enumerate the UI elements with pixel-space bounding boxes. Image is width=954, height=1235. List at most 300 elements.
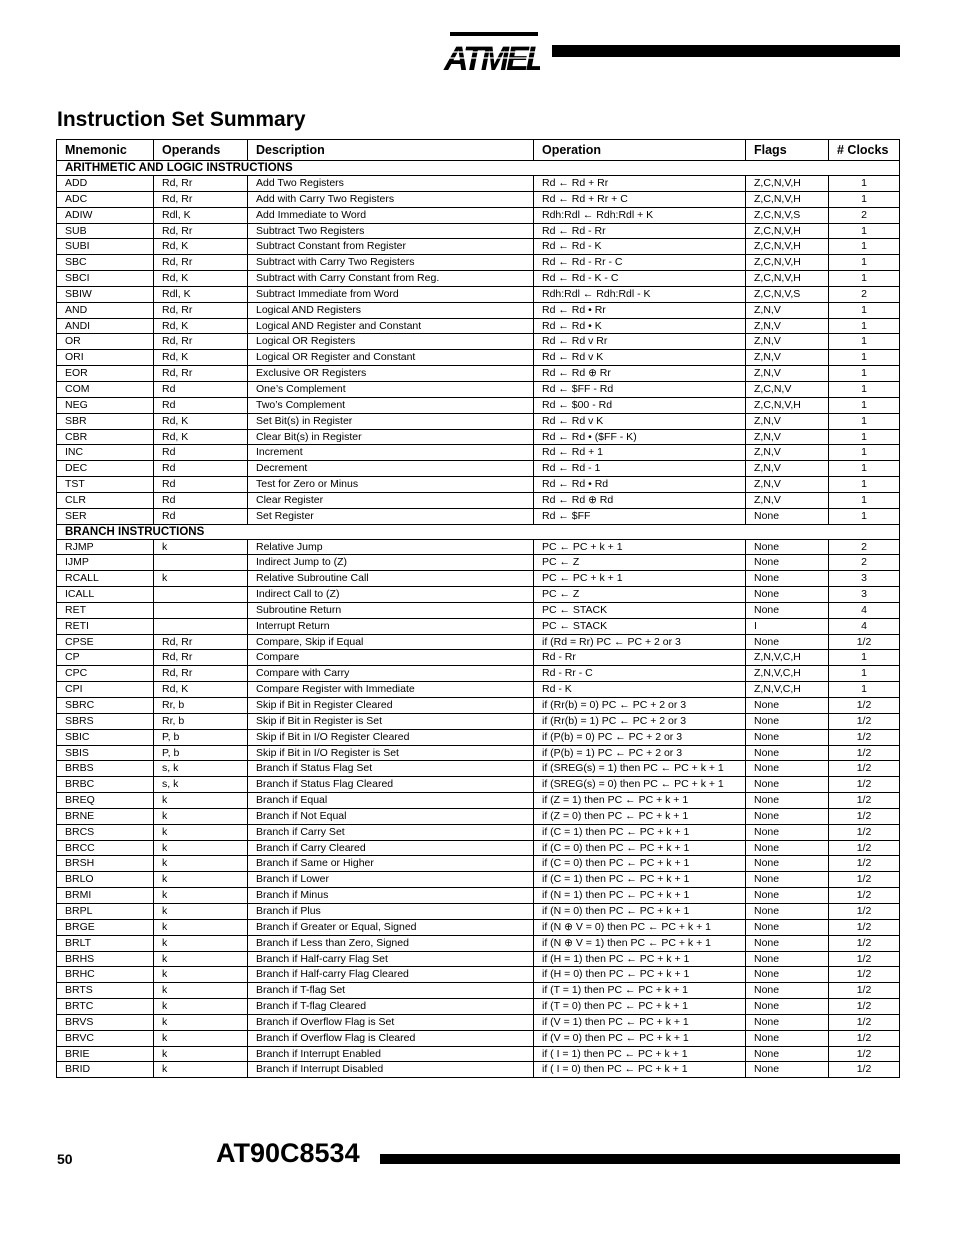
operation-cell: Rd - Rr - C [534,666,746,682]
flags-cell: I [746,618,829,634]
flags-cell: Z,N,V [746,318,829,334]
operands-cell: k [154,793,248,809]
operation-cell: if (SREG(s) = 1) then PC ← PC + k + 1 [534,761,746,777]
clocks-cell: 1 [829,397,900,413]
operation-cell: if (C = 0) then PC ← PC + k + 1 [534,840,746,856]
clocks-cell: 1/2 [829,824,900,840]
description-cell: Clear Bit(s) in Register [248,429,534,445]
mnemonic-cell: BRCS [57,824,154,840]
description-cell: Exclusive OR Registers [248,366,534,382]
column-header-operands: Operands [154,140,248,161]
operands-cell: Rd [154,477,248,493]
clocks-cell: 1 [829,650,900,666]
section-heading: BRANCH INSTRUCTIONS [57,524,900,539]
clocks-cell: 1 [829,191,900,207]
mnemonic-cell: CPSE [57,634,154,650]
description-cell: Branch if Overflow Flag is Set [248,1014,534,1030]
description-cell: Branch if Lower [248,872,534,888]
operands-cell: Rdl, K [154,286,248,302]
operands-cell: s, k [154,761,248,777]
clocks-cell: 1 [829,508,900,524]
table-row [57,477,900,493]
clocks-cell: 1/2 [829,1062,900,1078]
mnemonic-cell: BRIE [57,1046,154,1062]
operation-cell: if (N = 0) then PC ← PC + k + 1 [534,903,746,919]
operands-cell: k [154,872,248,888]
operands-cell: Rd, Rr [154,255,248,271]
mnemonic-cell: BRBC [57,777,154,793]
flags-cell: None [746,983,829,999]
description-cell: Add Immediate to Word [248,207,534,223]
table-row [57,1030,900,1046]
mnemonic-cell: BRPL [57,903,154,919]
mnemonic-cell: BRNE [57,808,154,824]
mnemonic-cell: ICALL [57,587,154,603]
operands-cell: Rd, Rr [154,666,248,682]
operands-cell: Rd, Rr [154,223,248,239]
operation-cell: if (C = 1) then PC ← PC + k + 1 [534,824,746,840]
description-cell: Skip if Bit in I/O Register is Set [248,745,534,761]
mnemonic-cell: SBRS [57,713,154,729]
operation-cell: Rd ← $FF - Rd [534,381,746,397]
mnemonic-cell: BRLO [57,872,154,888]
clocks-cell: 1/2 [829,951,900,967]
operation-cell: Rd ← Rd v Rr [534,334,746,350]
description-cell: Compare [248,650,534,666]
mnemonic-cell: BRTC [57,999,154,1015]
table-row [57,223,900,239]
table-row [57,698,900,714]
operation-cell: PC ← STACK [534,602,746,618]
operands-cell: k [154,824,248,840]
description-cell: Test for Zero or Minus [248,477,534,493]
operation-cell: Rd ← Rd v K [534,350,746,366]
description-cell: Indirect Call to (Z) [248,587,534,603]
flags-cell: Z,N,V [746,334,829,350]
mnemonic-cell: ORI [57,350,154,366]
operation-cell: if (Z = 0) then PC ← PC + k + 1 [534,808,746,824]
clocks-cell: 1/2 [829,1014,900,1030]
mnemonic-cell: SBCI [57,271,154,287]
operands-cell: k [154,1030,248,1046]
operation-cell: if (P(b) = 0) PC ← PC + 2 or 3 [534,729,746,745]
description-cell: Logical AND Registers [248,302,534,318]
operation-cell: if (V = 0) then PC ← PC + k + 1 [534,1030,746,1046]
mnemonic-cell: BRVS [57,1014,154,1030]
operation-cell: Rd ← Rd + 1 [534,445,746,461]
clocks-cell: 1 [829,350,900,366]
logo-text: ATMEL [444,40,540,78]
operation-cell: Rd ← Rd + Rr + C [534,191,746,207]
table-row [57,919,900,935]
operands-cell: s, k [154,777,248,793]
operation-cell: Rd - K [534,682,746,698]
table-row [57,888,900,904]
operands-cell: k [154,967,248,983]
flags-cell: None [746,919,829,935]
clocks-cell: 1/2 [829,745,900,761]
flags-cell: None [746,856,829,872]
mnemonic-cell: BRTS [57,983,154,999]
table-header-row [57,140,900,161]
header-rule [552,45,900,57]
description-cell: Branch if Equal [248,793,534,809]
operands-cell: Rd, Rr [154,334,248,350]
flags-cell: Z,N,V [746,413,829,429]
flags-cell: Z,C,N,V,H [746,255,829,271]
operands-cell: Rd, K [154,413,248,429]
description-cell: Compare Register with Immediate [248,682,534,698]
page-title: Instruction Set Summary [57,108,306,131]
operands-cell: k [154,935,248,951]
table-row [57,745,900,761]
mnemonic-cell: ADC [57,191,154,207]
flags-cell: Z,C,N,V,H [746,191,829,207]
operation-cell: Rd ← Rd ⊕ Rd [534,492,746,508]
flags-cell: Z,N,V [746,445,829,461]
clocks-cell: 1/2 [829,793,900,809]
clocks-cell: 1 [829,461,900,477]
mnemonic-cell: BRHS [57,951,154,967]
atmel-logo [440,28,540,78]
description-cell: Subtract with Carry Two Registers [248,255,534,271]
flags-cell: None [746,729,829,745]
operation-cell: if (N ⊕ V = 0) then PC ← PC + k + 1 [534,919,746,935]
operation-cell: Rd ← Rd - Rr [534,223,746,239]
instruction-table-container [56,139,899,1078]
clocks-cell: 1/2 [829,634,900,650]
operands-cell: k [154,903,248,919]
mnemonic-cell: RET [57,602,154,618]
mnemonic-cell: SUB [57,223,154,239]
table-row [57,587,900,603]
table-row [57,255,900,271]
description-cell: One’s Complement [248,381,534,397]
operation-cell: if (V = 1) then PC ← PC + k + 1 [534,1014,746,1030]
operation-cell: if (Rr(b) = 1) PC ← PC + 2 or 3 [534,713,746,729]
description-cell: Branch if Less than Zero, Signed [248,935,534,951]
mnemonic-cell: CBR [57,429,154,445]
flags-cell: Z,N,V [746,477,829,493]
description-cell: Skip if Bit in I/O Register Cleared [248,729,534,745]
clocks-cell: 2 [829,539,900,555]
table-row [57,429,900,445]
clocks-cell: 1 [829,255,900,271]
description-cell: Set Register [248,508,534,524]
table-row [57,808,900,824]
operation-cell: if (Rd = Rr) PC ← PC + 2 or 3 [534,634,746,650]
table-row [57,366,900,382]
clocks-cell: 1 [829,318,900,334]
flags-cell: Z,C,N,V,S [746,286,829,302]
description-cell: Decrement [248,461,534,477]
mnemonic-cell: BRMI [57,888,154,904]
operation-cell: if (SREG(s) = 0) then PC ← PC + k + 1 [534,777,746,793]
operation-cell: Rd ← Rd ⊕ Rr [534,366,746,382]
table-row [57,983,900,999]
operands-cell: k [154,1062,248,1078]
flags-cell: None [746,761,829,777]
page-number: 50 [57,1151,73,1167]
mnemonic-cell: BRHC [57,967,154,983]
table-row [57,634,900,650]
flags-cell: None [746,777,829,793]
part-number: AT90C8534 [216,1138,360,1168]
table-row [57,461,900,477]
operands-cell: k [154,951,248,967]
operation-cell: Rd ← Rd • K [534,318,746,334]
operation-cell: if (N = 1) then PC ← PC + k + 1 [534,888,746,904]
table-body [57,161,900,1078]
mnemonic-cell: NEG [57,397,154,413]
operands-cell: k [154,808,248,824]
table-row [57,397,900,413]
mnemonic-cell: ADD [57,176,154,192]
clocks-cell: 1/2 [829,729,900,745]
operands-cell: Rd, K [154,350,248,366]
section-heading-row [57,161,900,176]
description-cell: Logical OR Register and Constant [248,350,534,366]
description-cell: Branch if Half-carry Flag Set [248,951,534,967]
operands-cell: Rdl, K [154,207,248,223]
table-row [57,856,900,872]
description-cell: Logical OR Registers [248,334,534,350]
operands-cell: k [154,999,248,1015]
clocks-cell: 1/2 [829,888,900,904]
table-row [57,951,900,967]
operation-cell: if (P(b) = 1) PC ← PC + 2 or 3 [534,745,746,761]
flags-cell: None [746,587,829,603]
clocks-cell: 1/2 [829,999,900,1015]
table-row [57,935,900,951]
clocks-cell: 1/2 [829,777,900,793]
operation-cell: Rdh:Rdl ← Rdh:Rdl + K [534,207,746,223]
mnemonic-cell: AND [57,302,154,318]
table-row [57,618,900,634]
operands-cell: Rd [154,381,248,397]
mnemonic-cell: COM [57,381,154,397]
flags-cell: None [746,555,829,571]
operands-cell: Rd, K [154,271,248,287]
description-cell: Relative Jump [248,539,534,555]
operands-cell: Rr, b [154,713,248,729]
clocks-cell: 1 [829,413,900,429]
table-row [57,967,900,983]
flags-cell: None [746,602,829,618]
table-row [57,381,900,397]
operation-cell: Rd ← Rd - Rr - C [534,255,746,271]
flags-cell: None [746,698,829,714]
operands-cell: Rd, K [154,318,248,334]
column-header-mnemonic: Mnemonic [57,140,154,161]
mnemonic-cell: SBC [57,255,154,271]
operands-cell [154,587,248,603]
mnemonic-cell: DEC [57,461,154,477]
flags-cell: Z,C,N,V,H [746,176,829,192]
clocks-cell: 1 [829,381,900,397]
operands-cell [154,602,248,618]
description-cell: Branch if Interrupt Disabled [248,1062,534,1078]
flags-cell: Z,N,V [746,429,829,445]
clocks-cell: 1 [829,445,900,461]
operation-cell: Rd ← Rd - K - C [534,271,746,287]
clocks-cell: 4 [829,618,900,634]
operands-cell: Rd [154,445,248,461]
clocks-cell: 1/2 [829,808,900,824]
operation-cell: PC ← Z [534,587,746,603]
clocks-cell: 1 [829,302,900,318]
clocks-cell: 1/2 [829,903,900,919]
table-row [57,539,900,555]
clocks-cell: 1 [829,223,900,239]
table-row [57,999,900,1015]
operation-cell: Rd ← Rd • Rd [534,477,746,493]
description-cell: Branch if T-flag Set [248,983,534,999]
flags-cell: Z,C,N,V [746,381,829,397]
description-cell: Increment [248,445,534,461]
operation-cell: if (T = 1) then PC ← PC + k + 1 [534,983,746,999]
operands-cell: Rr, b [154,698,248,714]
flags-cell: None [746,824,829,840]
operation-cell: PC ← PC + k + 1 [534,571,746,587]
clocks-cell: 1 [829,271,900,287]
footer-rule [380,1154,900,1164]
flags-cell: Z,C,N,V,H [746,223,829,239]
flags-cell: Z,N,V [746,461,829,477]
flags-cell: None [746,967,829,983]
mnemonic-cell: SBIS [57,745,154,761]
clocks-cell: 3 [829,571,900,587]
operation-cell: if (N ⊕ V = 1) then PC ← PC + k + 1 [534,935,746,951]
table-row [57,207,900,223]
table-row [57,508,900,524]
table-row [57,761,900,777]
table-row [57,824,900,840]
mnemonic-cell: RCALL [57,571,154,587]
description-cell: Subroutine Return [248,602,534,618]
table-row [57,555,900,571]
flags-cell: Z,C,N,V,H [746,397,829,413]
mnemonic-cell: BRGE [57,919,154,935]
mnemonic-cell: ANDI [57,318,154,334]
operands-cell: k [154,571,248,587]
flags-cell: None [746,1030,829,1046]
clocks-cell: 1/2 [829,983,900,999]
operation-cell: PC ← Z [534,555,746,571]
table-row [57,682,900,698]
description-cell: Branch if Status Flag Set [248,761,534,777]
table-row [57,176,900,192]
operation-cell: Rd ← Rd + Rr [534,176,746,192]
operands-cell: k [154,1046,248,1062]
table-row [57,602,900,618]
flags-cell: None [746,713,829,729]
clocks-cell: 1 [829,239,900,255]
operation-cell: Rdh:Rdl ← Rdh:Rdl - K [534,286,746,302]
clocks-cell: 1/2 [829,856,900,872]
clocks-cell: 1 [829,334,900,350]
table-row [57,239,900,255]
operation-cell: if (Rr(b) = 0) PC ← PC + 2 or 3 [534,698,746,714]
clocks-cell: 1 [829,429,900,445]
section-heading: ARITHMETIC AND LOGIC INSTRUCTIONS [57,161,900,176]
table-row [57,445,900,461]
mnemonic-cell: SBR [57,413,154,429]
mnemonic-cell: BRVC [57,1030,154,1046]
clocks-cell: 1/2 [829,872,900,888]
mnemonic-cell: RJMP [57,539,154,555]
description-cell: Branch if Same or Higher [248,856,534,872]
flags-cell: None [746,808,829,824]
clocks-cell: 1/2 [829,1030,900,1046]
flags-cell: None [746,571,829,587]
table-row [57,793,900,809]
description-cell: Subtract Constant from Register [248,239,534,255]
operation-cell: if (C = 0) then PC ← PC + k + 1 [534,856,746,872]
operation-cell: if (C = 1) then PC ← PC + k + 1 [534,872,746,888]
table-row [57,1062,900,1078]
clocks-cell: 3 [829,587,900,603]
description-cell: Branch if Interrupt Enabled [248,1046,534,1062]
mnemonic-cell: BRCC [57,840,154,856]
operation-cell: if (T = 0) then PC ← PC + k + 1 [534,999,746,1015]
flags-cell: None [746,903,829,919]
description-cell: Compare, Skip if Equal [248,634,534,650]
description-cell: Branch if Carry Cleared [248,840,534,856]
table-row [57,413,900,429]
operation-cell: Rd ← Rd - K [534,239,746,255]
mnemonic-cell: RETI [57,618,154,634]
table-row [57,318,900,334]
flags-cell: None [746,634,829,650]
operation-cell: if (H = 1) then PC ← PC + k + 1 [534,951,746,967]
description-cell: Branch if Status Flag Cleared [248,777,534,793]
operation-cell: Rd - Rr [534,650,746,666]
flags-cell: None [746,1062,829,1078]
flags-cell: None [746,745,829,761]
column-header-flags: Flags [746,140,829,161]
flags-cell: Z,N,V [746,492,829,508]
table-row [57,903,900,919]
description-cell: Compare with Carry [248,666,534,682]
description-cell: Clear Register [248,492,534,508]
operands-cell: P, b [154,729,248,745]
clocks-cell: 1/2 [829,935,900,951]
table-row [57,334,900,350]
operands-cell [154,555,248,571]
operation-cell: if (H = 0) then PC ← PC + k + 1 [534,967,746,983]
section-heading-row [57,524,900,539]
clocks-cell: 1/2 [829,1046,900,1062]
description-cell: Indirect Jump to (Z) [248,555,534,571]
description-cell: Branch if Plus [248,903,534,919]
description-cell: Branch if Overflow Flag is Cleared [248,1030,534,1046]
flags-cell: None [746,951,829,967]
description-cell: Add with Carry Two Registers [248,191,534,207]
flags-cell: Z,N,V,C,H [746,650,829,666]
operation-cell: Rd ← Rd • ($FF - K) [534,429,746,445]
operands-cell: Rd, K [154,239,248,255]
description-cell: Subtract Immediate from Word [248,286,534,302]
mnemonic-cell: SBIC [57,729,154,745]
description-cell: Subtract Two Registers [248,223,534,239]
table-row [57,1014,900,1030]
description-cell: Branch if T-flag Cleared [248,999,534,1015]
flags-cell: Z,C,N,V,H [746,271,829,287]
flags-cell: None [746,935,829,951]
operands-cell: Rd [154,492,248,508]
mnemonic-cell: SER [57,508,154,524]
